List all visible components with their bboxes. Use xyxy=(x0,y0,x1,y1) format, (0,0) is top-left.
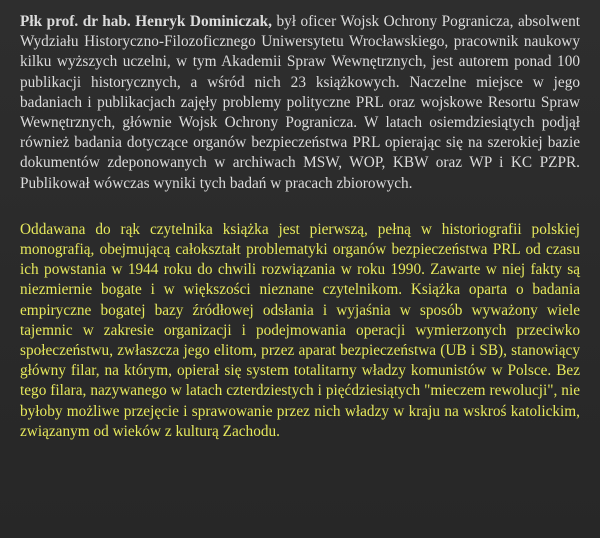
author-name: Płk prof. dr hab. Henryk Dominiczak, xyxy=(20,13,272,30)
book-description-paragraph: Oddawana do rąk czytelnika książka jest pierwszą, pełną w historiografii polskiej monografią, obejmującą całokształt problematyki organów bezpieczeństwa PRL od czasu ich powstania w 1944 roku do chwili rozwiązania w roku 1990. Zawarte w niej fakty są niezmiernie bogate i w większości nieznane czytelnikom. Książka oparta o badania empiryczne bogatej bazy źródłowej odsłania i wyjaśnia w sposób wyważony wiele tajemnic w zakresie organizacji i podejmowania operacji wymierzonych przeciwko społeczeństwu, zwłaszcza jego elitom, przez aparat bezpieczeństwa (UB i SB), stanowiący główny filar, na którym, opierał się system totalitarny władzy komunistów w Polsce. Bez tego filara, nazywanego w latach czterdziestych i pięćdziesiątych "mieczem rewolucji", nie byłoby możliwe przejęcie i sprawowanie przez nich władzy w kraju na wskroś katolickim, związanym od wieków z kulturą Zachodu. xyxy=(20,220,580,440)
author-bio-paragraph xyxy=(20,12,580,194)
author-bio-text: był oficer Wojsk Ochrony Pogranicza, absolwent Wydziału Historyczno-Filozoficznego Uniwersytetu Wrocławskiego, pracownik naukowy kilku wyższych uczelni, w tym Akademii Spraw Wewnętrznych, jest autorem ponad 100 publikacji historycznych, a wśród nich 23 książkowych. Naczelne miejsce w jego badaniach i publikacjach zajęły problemy polityczne PRL oraz wojskowe Resortu Spraw Wewnętrznych, głównie Wojsk Ochrony Pogranicza. W latach osiemdziesiątych podjął również badania dotyczące organów bezpieczeństwa PRL opierając się na szerokiej bazie dokumentów zdeponowanych w archiwach MSW, WOP, KBW oraz WP i KC PZPR. Publikował wówczas wyniki tych badań w pracach zbiorowych. xyxy=(20,13,580,192)
